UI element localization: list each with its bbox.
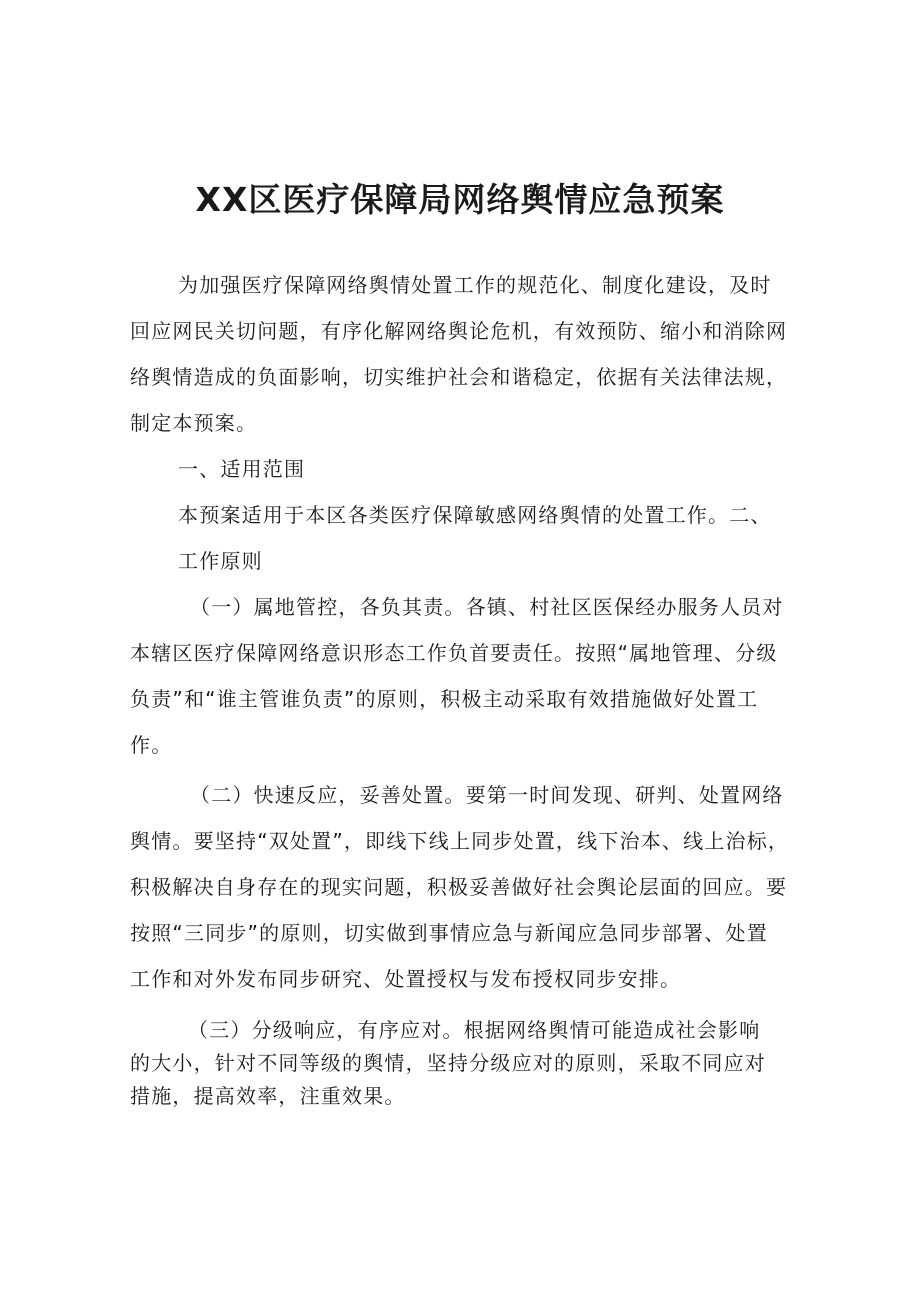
intro-line: 络舆情造成的负面影响，切实维护社会和谐稳定，依据有关法律法规， bbox=[130, 365, 788, 389]
principle-1-paragraph bbox=[130, 584, 798, 768]
section-1-heading: 一、适用范围 bbox=[178, 457, 306, 481]
principle-3-line: 的大小，针对不同等级的舆情，坚持分级应对的原则，采取不同应对 bbox=[130, 1051, 766, 1075]
document-title: XX区医疗保障局网络舆情应急预案 bbox=[195, 180, 725, 219]
intro-line: 制定本预案。 bbox=[130, 411, 258, 435]
intro-line: 回应网民关切问题，有序化解网络舆论危机，有效预防、缩小和消除网 bbox=[130, 319, 788, 343]
principle-3-line: （三）分级响应，有序应对。根据网络舆情可能造成社会影响 bbox=[188, 1018, 761, 1042]
intro-line: 为加强医疗保障网络舆情处置工作的规范化、制度化建设，及时 bbox=[178, 273, 772, 297]
principle-2-paragraph bbox=[130, 772, 798, 1002]
principle-1-line: （一）属地管控，各负其责。各镇、村社区医保经办服务人员对 bbox=[190, 595, 784, 619]
principle-2-line: 工作和对外发布同步研究、处置授权与发布授权同步安排。 bbox=[130, 967, 682, 991]
intro-paragraph bbox=[130, 262, 798, 446]
principle-1-line: 本辖区医疗保障网络意识形态工作负首要责任。按照“属地管理、分级 bbox=[130, 641, 778, 665]
section-1 bbox=[130, 446, 798, 584]
principle-2-line: （二）快速反应，妥善处置。要第一时间发现、研判、处置网络 bbox=[190, 783, 784, 807]
principle-2-line: 舆情。要坚持“双处置”，即线下线上同步处置，线下治本、线上治标， bbox=[130, 829, 790, 853]
principle-2-line: 按照“三同步”的原则，切实做到事情应急与新闻应急同步部署、处置 bbox=[130, 921, 768, 945]
principle-2-line: 积极解决自身存在的现实问题，积极妥善做好社会舆论层面的回应。要 bbox=[130, 875, 788, 899]
principle-1-line: 负责”和“谁主管谁负责”的原则，积极主动采取有效措施做好处置工 bbox=[130, 687, 759, 711]
principle-1-line: 作。 bbox=[130, 733, 173, 757]
section-2-heading: 工作原则 bbox=[178, 549, 263, 573]
section-1-body: 本预案适用于本区各类医疗保障敏感网络舆情的处置工作。二、 bbox=[178, 503, 772, 527]
principle-3-paragraph bbox=[130, 1014, 798, 1113]
principle-3-line: 措施，提高效率，注重效果。 bbox=[130, 1084, 406, 1108]
